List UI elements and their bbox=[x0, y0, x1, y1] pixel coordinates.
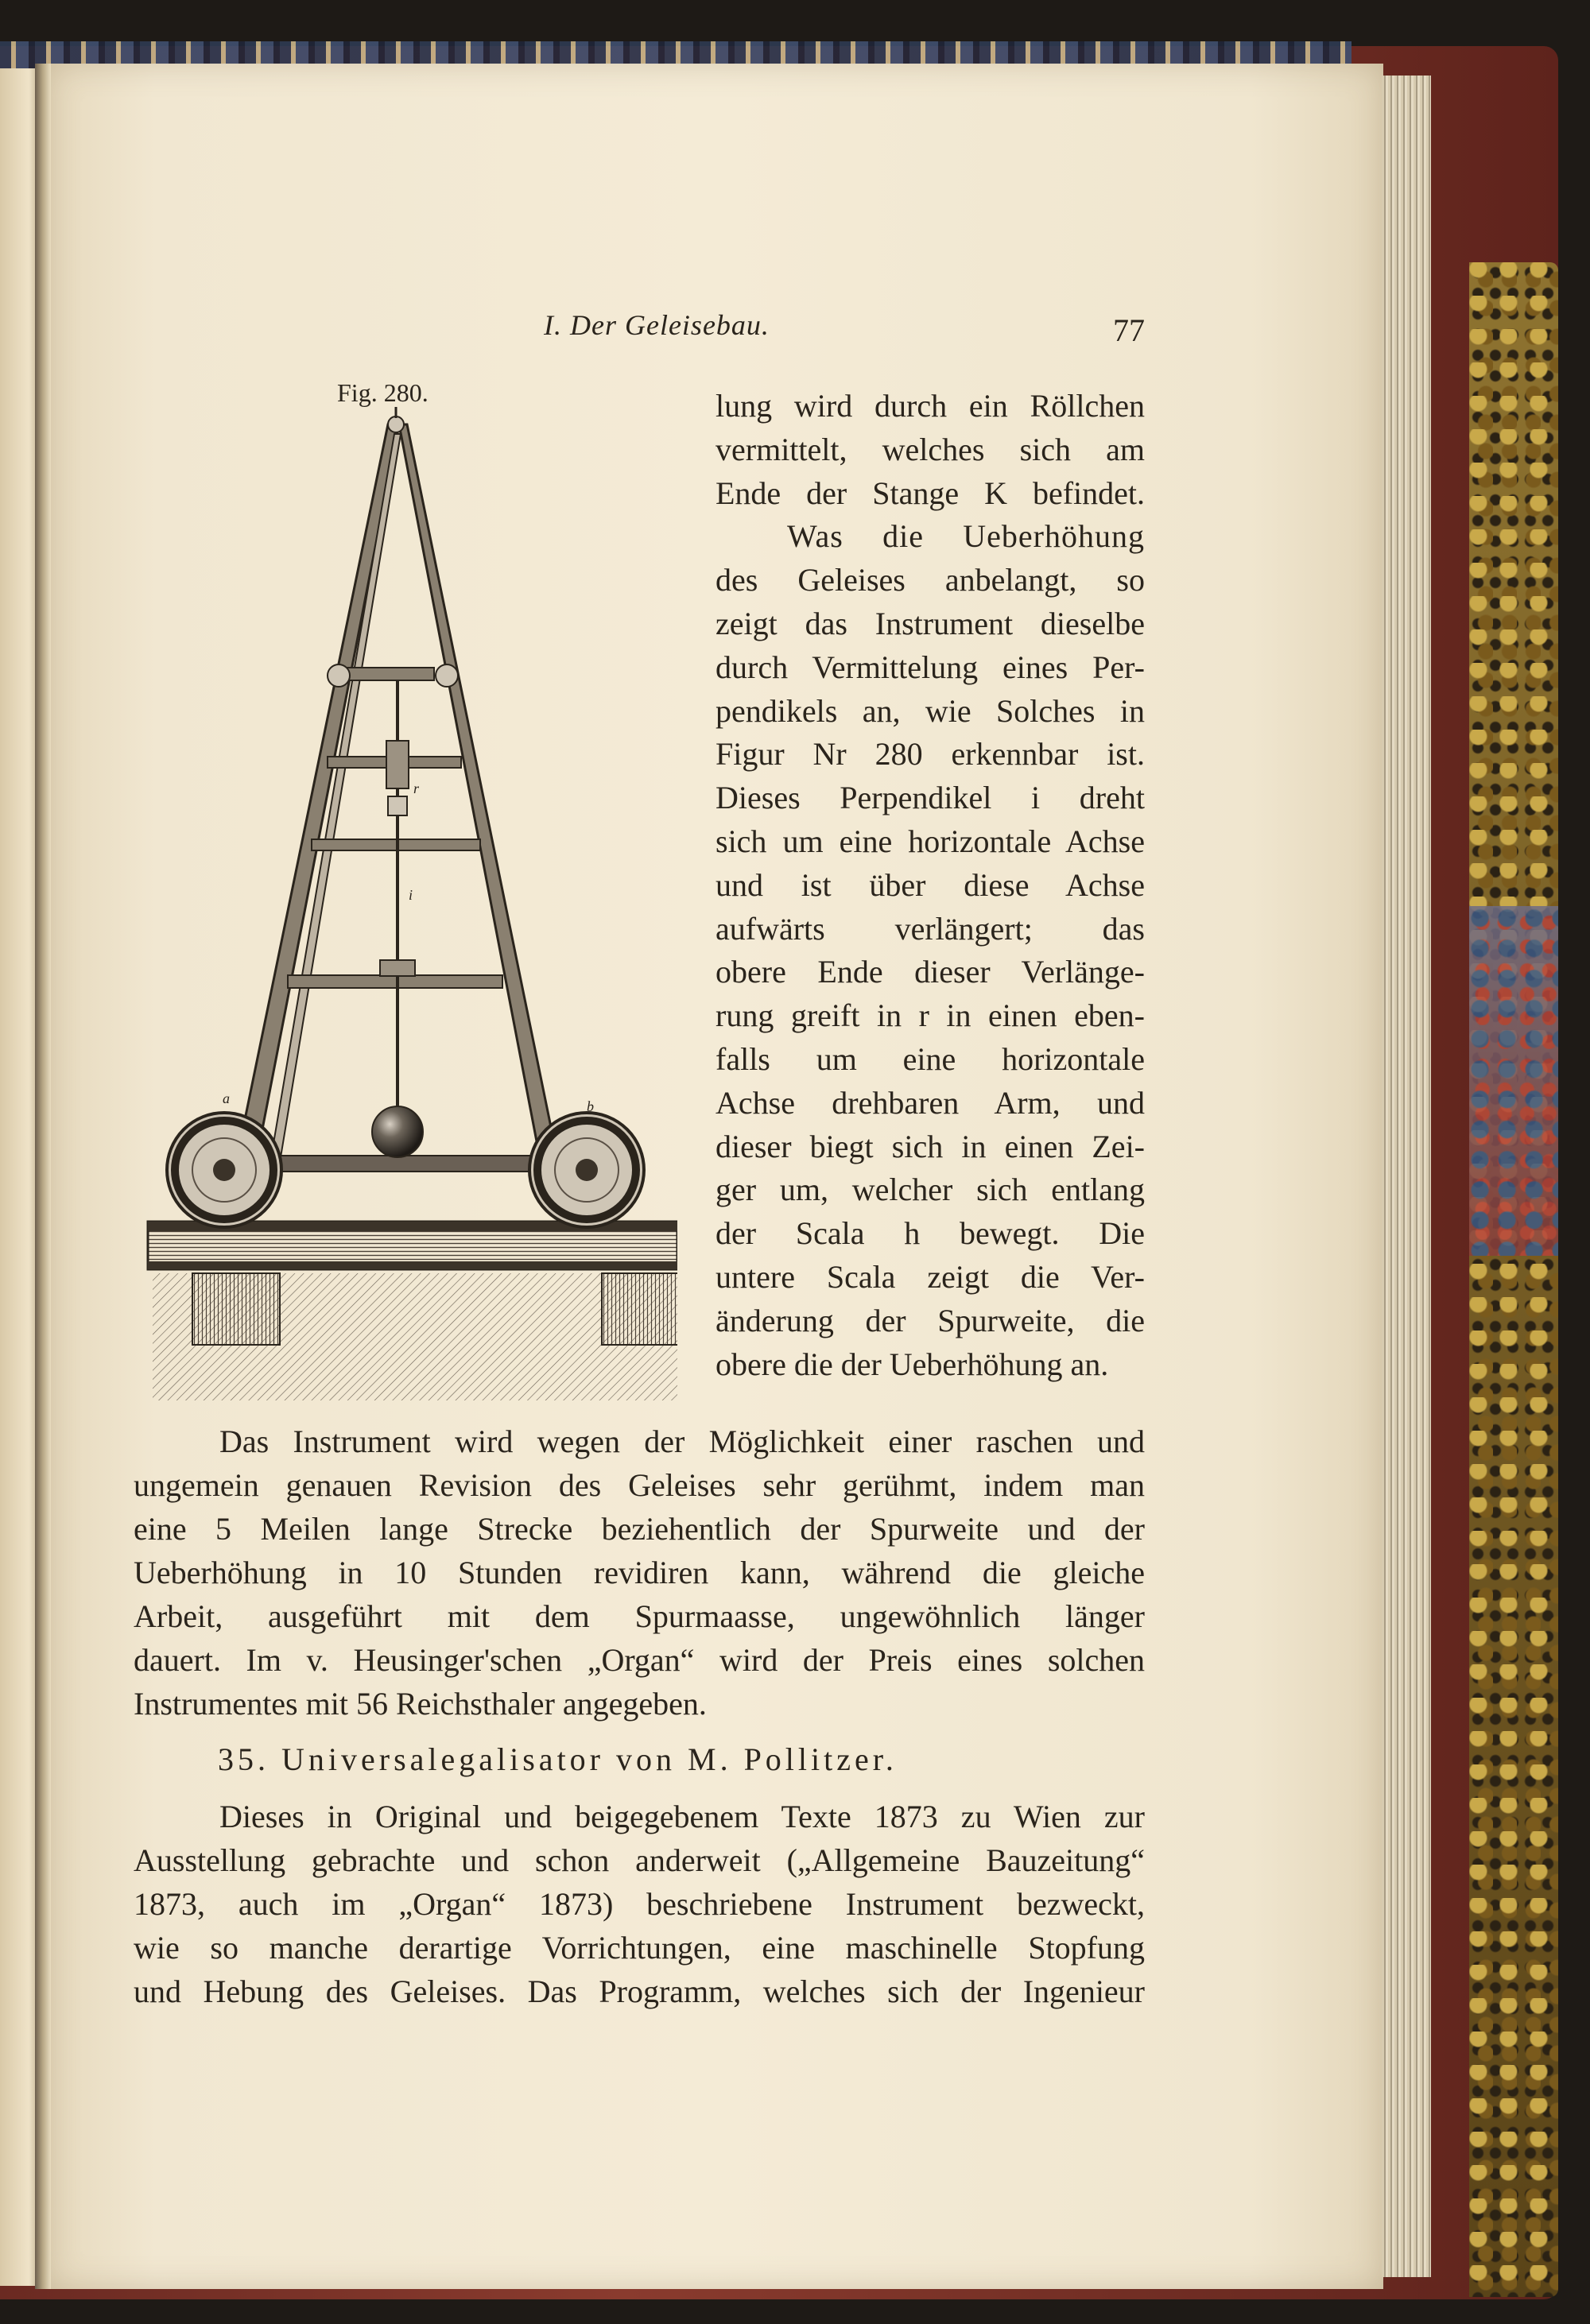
text-line: sich um eine horizontale Achse bbox=[716, 823, 1145, 859]
text-line: untere Scala zeigt die Ver- bbox=[716, 1258, 1145, 1295]
text-line: obere Ende dieser Verlänge- bbox=[716, 954, 1145, 990]
text-line: Arbeit, ausgeführt mit dem Spurmaasse, ungewöhnlich länger bbox=[134, 1598, 1145, 1634]
text-line: Das Instrument wird wegen der Möglichkeit einer raschen und bbox=[219, 1423, 1145, 1459]
wheel-right bbox=[529, 1113, 644, 1227]
text-line: pendikels an, wie Solches in bbox=[716, 692, 1145, 729]
text-line: Ausstellung gebrachte und schon anderweit („Allgemeine Bauzeitung“ bbox=[134, 1842, 1145, 1878]
figure-label-i: i bbox=[409, 887, 413, 903]
text-line: ungemein genauen Revision des Geleises sehr gerühmt, indem man bbox=[134, 1467, 1145, 1503]
figure-label-a: a bbox=[223, 1090, 230, 1106]
text-line: rung greift in r in einen eben- bbox=[716, 997, 1145, 1034]
text-line: Achse drehbaren Arm, und bbox=[716, 1084, 1145, 1121]
paragraph-1 bbox=[134, 1420, 1145, 1726]
page-number: 77 bbox=[1113, 312, 1145, 348]
text-line: Instrumentes mit 56 Reichsthaler angegeben. bbox=[134, 1686, 707, 1722]
text-line: vermittelt, welches sich am bbox=[716, 431, 1145, 467]
text-line: Dieses Perpendikel i dreht bbox=[716, 780, 1145, 816]
text-line: Was die Ueberhöhung bbox=[787, 518, 1145, 555]
figure-caption: Fig. 280. bbox=[337, 378, 429, 407]
rail bbox=[148, 1222, 677, 1269]
text-line: dieser biegt sich in einen Zei- bbox=[716, 1128, 1145, 1164]
text-line: zeigt das Instrument dieselbe bbox=[716, 605, 1145, 641]
text-line: Ende der Stange K befindet. bbox=[716, 474, 1145, 511]
text-line: dauert. Im v. Heusinger'schen „Organ“ wird der Preis eines solchen bbox=[134, 1642, 1145, 1678]
paragraph-2 bbox=[134, 1795, 1145, 2013]
page-block-edges bbox=[1382, 76, 1431, 2277]
text-line: 1873, auch im „Organ“ 1873) beschriebene Instrument bezweckt, bbox=[134, 1886, 1145, 1922]
text-line: Figur Nr 280 erkennbar ist. bbox=[716, 736, 1145, 773]
sleeper-block bbox=[153, 1273, 677, 1400]
text-line: aufwärts verlängert; das bbox=[716, 910, 1145, 947]
text-line: falls um eine horizontale bbox=[716, 1040, 1145, 1077]
marbled-fore-edge bbox=[1469, 262, 1558, 2297]
text-line: der Scala h bewegt. Die bbox=[716, 1215, 1145, 1252]
figure-label-r: r bbox=[413, 780, 420, 796]
text-line: Ueberhöhung in 10 Stunden revidiren kann, während die gleiche bbox=[134, 1555, 1145, 1590]
running-head: I. Der Geleisebau. bbox=[544, 309, 770, 341]
text-line: ger um, welcher sich entlang bbox=[716, 1172, 1145, 1208]
figure-280-gauge-illustration bbox=[145, 407, 677, 1407]
text-line: obere die der Ueberhöhung an. bbox=[716, 1346, 1109, 1382]
figure-label-b: b bbox=[587, 1098, 594, 1114]
text-line: änderung der Spurweite, die bbox=[716, 1302, 1145, 1338]
section-heading: 35. Universalegalisator von M. Pollitzer. bbox=[218, 1741, 898, 1777]
text-line: Dieses in Original und beigegebenem Texte 1873 zu Wien zur bbox=[219, 1799, 1145, 1834]
text-line: wie so manche derartige Vorrichtungen, eine maschinelle Stopfung bbox=[134, 1930, 1145, 1966]
text-line: durch Vermittelung eines Per- bbox=[716, 649, 1145, 685]
marbled-endpaper bbox=[1469, 906, 1558, 1256]
wheel-left bbox=[167, 1113, 281, 1227]
page-gutter bbox=[35, 64, 51, 2289]
column-text bbox=[716, 385, 1145, 1386]
text-line: eine 5 Meilen lange Strecke beziehentlich der Spurweite und der bbox=[134, 1511, 1145, 1547]
pendulum-weight bbox=[372, 1106, 423, 1157]
text-line: des Geleises anbelangt, so bbox=[716, 562, 1145, 598]
text-line: und ist über diese Achse bbox=[716, 866, 1145, 903]
text-line: und Hebung des Geleises. Das Programm, welches sich der Ingenieur bbox=[134, 1973, 1145, 2009]
text-line: lung wird durch ein Röllchen bbox=[716, 388, 1145, 424]
pendulum bbox=[372, 680, 423, 1157]
